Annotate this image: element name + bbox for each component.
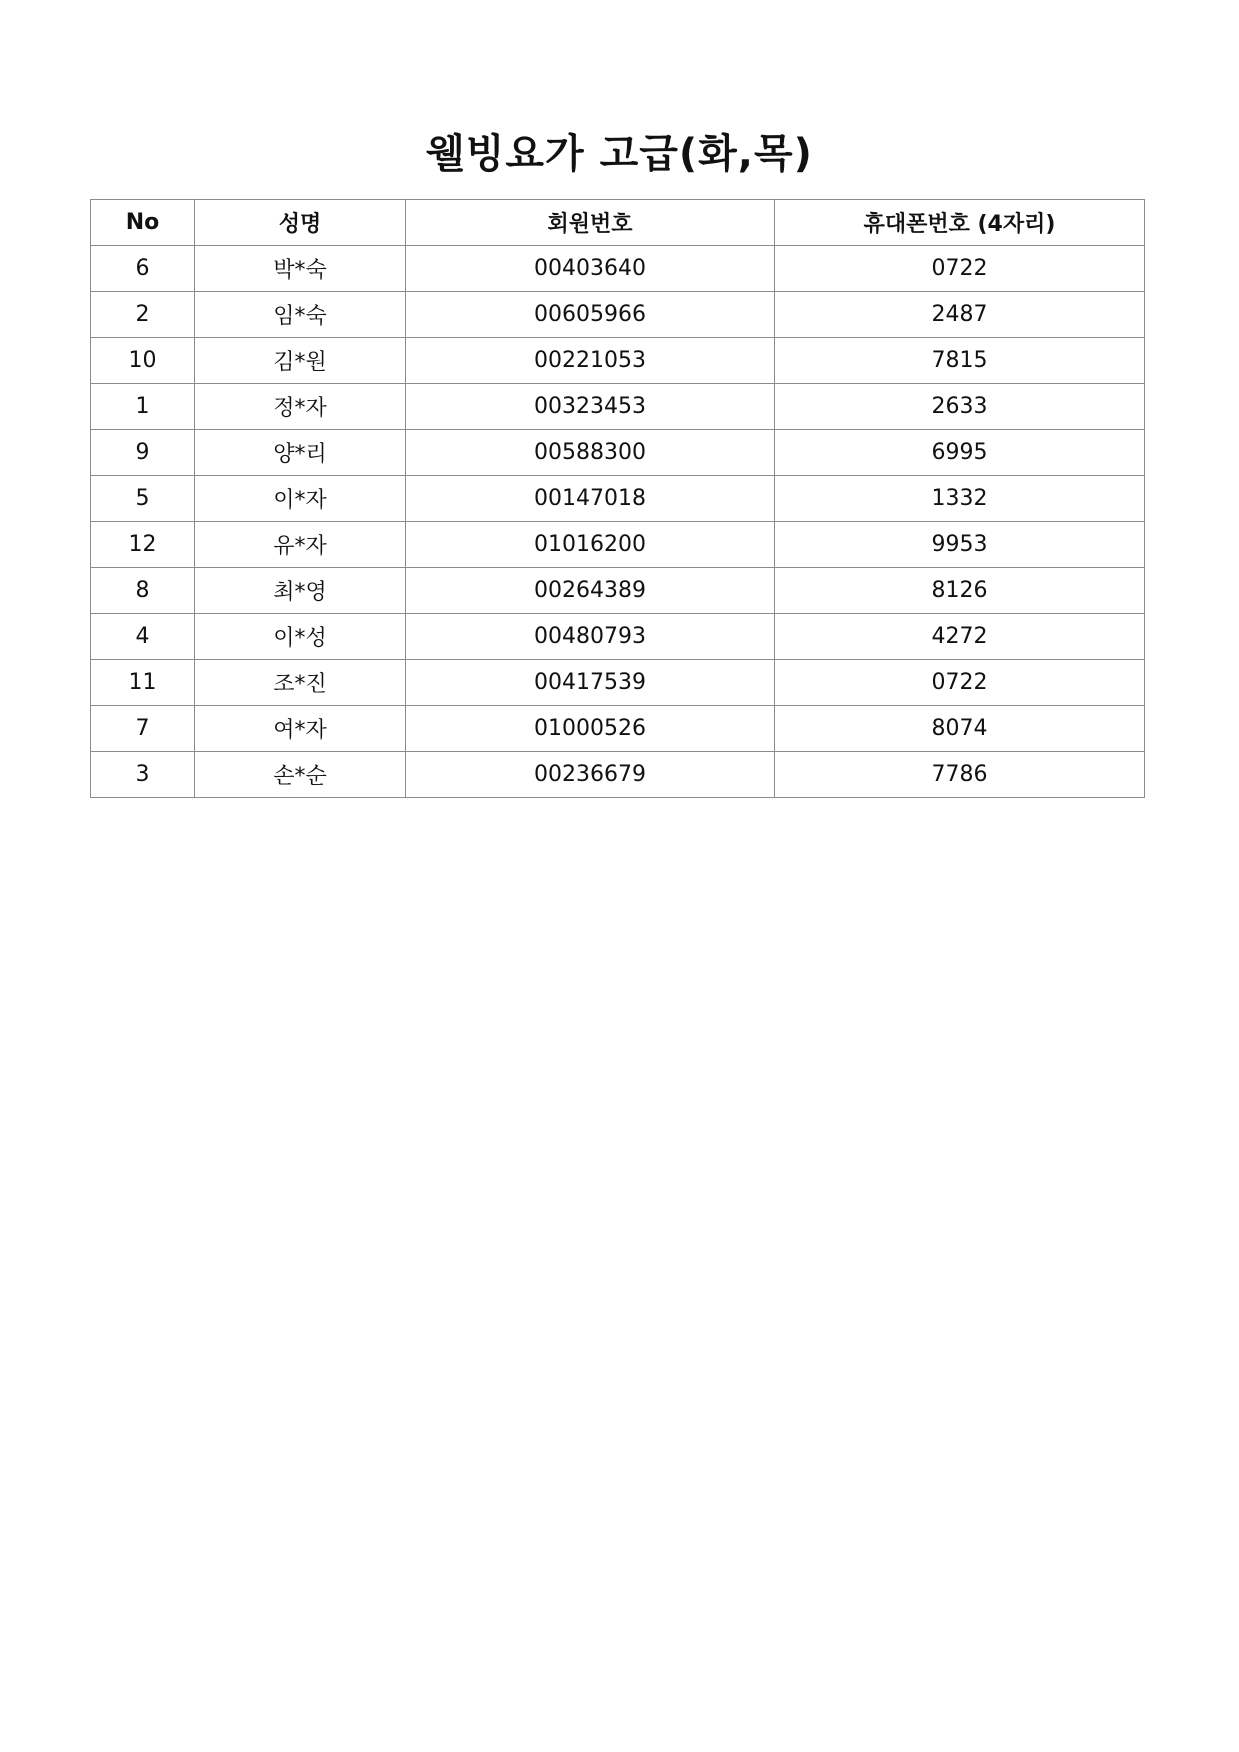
cell-phone-last4: 7815 bbox=[775, 338, 1145, 384]
cell-phone-last4: 6995 bbox=[775, 430, 1145, 476]
cell-no: 5 bbox=[91, 476, 195, 522]
cell-member-number: 00264389 bbox=[406, 568, 775, 614]
cell-no: 11 bbox=[91, 660, 195, 706]
cell-no: 2 bbox=[91, 292, 195, 338]
cell-phone-last4: 8074 bbox=[775, 706, 1145, 752]
table-row bbox=[91, 430, 1145, 476]
table-row bbox=[91, 246, 1145, 292]
cell-phone-last4: 9953 bbox=[775, 522, 1145, 568]
table-row bbox=[91, 292, 1145, 338]
table-row bbox=[91, 384, 1145, 430]
cell-phone-last4: 0722 bbox=[775, 660, 1145, 706]
cell-phone-last4: 8126 bbox=[775, 568, 1145, 614]
cell-name: 이*성 bbox=[195, 614, 406, 660]
cell-phone-last4: 2633 bbox=[775, 384, 1145, 430]
cell-no: 7 bbox=[91, 706, 195, 752]
table-row bbox=[91, 660, 1145, 706]
cell-member-number: 00236679 bbox=[406, 752, 775, 798]
header-member-number: 회원번호 bbox=[406, 200, 775, 246]
cell-no: 10 bbox=[91, 338, 195, 384]
cell-no: 1 bbox=[91, 384, 195, 430]
cell-no: 6 bbox=[91, 246, 195, 292]
header-phone-last4: 휴대폰번호 (4자리) bbox=[775, 200, 1145, 246]
header-name: 성명 bbox=[195, 200, 406, 246]
cell-member-number: 00605966 bbox=[406, 292, 775, 338]
cell-member-number: 00403640 bbox=[406, 246, 775, 292]
cell-name: 임*숙 bbox=[195, 292, 406, 338]
table-row bbox=[91, 614, 1145, 660]
cell-name: 여*자 bbox=[195, 706, 406, 752]
cell-name: 최*영 bbox=[195, 568, 406, 614]
cell-name: 박*숙 bbox=[195, 246, 406, 292]
cell-member-number: 00221053 bbox=[406, 338, 775, 384]
table-row bbox=[91, 568, 1145, 614]
cell-phone-last4: 2487 bbox=[775, 292, 1145, 338]
cell-name: 손*순 bbox=[195, 752, 406, 798]
cell-name: 정*자 bbox=[195, 384, 406, 430]
cell-name: 양*리 bbox=[195, 430, 406, 476]
table-body bbox=[91, 246, 1145, 798]
cell-no: 12 bbox=[91, 522, 195, 568]
cell-member-number: 00480793 bbox=[406, 614, 775, 660]
cell-phone-last4: 0722 bbox=[775, 246, 1145, 292]
cell-member-number: 01000526 bbox=[406, 706, 775, 752]
cell-phone-last4: 7786 bbox=[775, 752, 1145, 798]
cell-no: 4 bbox=[91, 614, 195, 660]
table-row bbox=[91, 706, 1145, 752]
cell-member-number: 00588300 bbox=[406, 430, 775, 476]
table-row bbox=[91, 338, 1145, 384]
cell-phone-last4: 4272 bbox=[775, 614, 1145, 660]
cell-no: 9 bbox=[91, 430, 195, 476]
table-row bbox=[91, 752, 1145, 798]
cell-member-number: 01016200 bbox=[406, 522, 775, 568]
table-row bbox=[91, 476, 1145, 522]
cell-no: 3 bbox=[91, 752, 195, 798]
cell-name: 이*자 bbox=[195, 476, 406, 522]
cell-phone-last4: 1332 bbox=[775, 476, 1145, 522]
cell-name: 유*자 bbox=[195, 522, 406, 568]
cell-no: 8 bbox=[91, 568, 195, 614]
page-title: 웰빙요가 고급(화,목) bbox=[426, 131, 813, 177]
cell-member-number: 00417539 bbox=[406, 660, 775, 706]
cell-member-number: 00323453 bbox=[406, 384, 775, 430]
cell-name: 조*진 bbox=[195, 660, 406, 706]
member-table bbox=[90, 199, 1145, 798]
cell-name: 김*원 bbox=[195, 338, 406, 384]
table-row bbox=[91, 522, 1145, 568]
cell-member-number: 00147018 bbox=[406, 476, 775, 522]
table-header-row bbox=[91, 200, 1145, 246]
header-no: No bbox=[91, 200, 195, 246]
